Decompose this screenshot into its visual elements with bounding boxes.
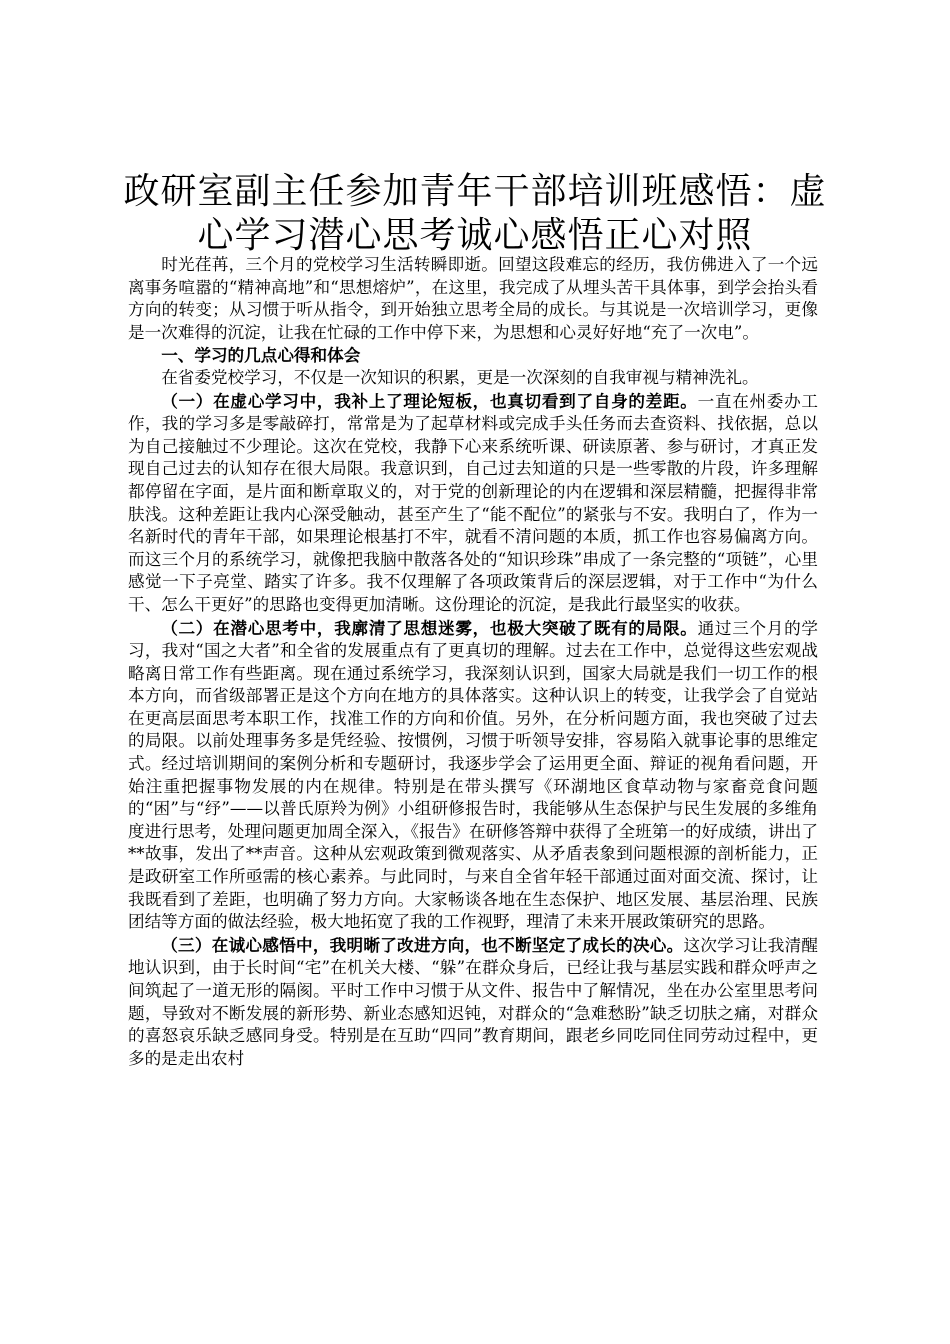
document-body <box>128 254 818 1070</box>
paragraph-one-lead: （一）在虚心学习中，我补上了理论短板，也真切看到了自身的差距。 <box>161 390 698 411</box>
paragraph-two <box>128 617 818 934</box>
paragraph-one <box>128 390 818 617</box>
intro-paragraph: 时光荏苒，三个月的党校学习生活转瞬即逝。回望这段难忘的经历，我仿佛进入了一个远离事务喧嚣的“精神高地”和“思想熔炉”，在这里，我完成了从埋头苦干具体事，到学会抬头看方向的转变；从习惯于听从指令，到开始独立思考全局的成长。与其说是一次培训学习，更像是一次难得的沉淀，让我在忙碌的工作中停下来，为思想和心灵好好地“充了一次电”。 <box>128 255 818 342</box>
document-title: 政研室副主任参加青年干部培训班感悟：虚心学习潜心思考诚心感悟正心对照 <box>123 171 827 256</box>
paragraph-two-text: 通过三个月的学习，我对“国之大者”和全省的发展重点有了更真切的理解。过去在工作中，总觉得这些宏观战略离日常工作有些距离。现在通过系统学习，我深刻认识到，国家大局就是我们一切工作的根本方向，而省级部署正是这个方向在地方的具体落实。这种认识上的转变，让我学会了自觉站在更高层面思考本职工作，找准工作的方向和价值。另外，在分析问题方面，我也突破了过去的局限。以前处理事务多是凭经验、按惯例，习惯于听领导安排，容易陷入就事论事的思维定式。经过培训期间的案例分析和专题研讨，我逐步学会了运用更全面、辩证的视角看问题，开始注重把握事物发展的内在规律。特别是在带头撰写《环湖地区食草动物与家畜竞食问题的“困”与“纾”——以普氏原羚为例》小组研修报告时，我能够从生态保护与民生发展的多维角度进行思考，处理问题更加周全深入，《报告》在研修答辩中获得了全班第一的好成绩，讲出了**故事，发出了**声音。这种从宏观政策到微观落实、从矛盾表象到问题根源的剖析能力，正是政研室工作所亟需的核心素养。与此同时，与来自全省年轻干部通过面对面交流、探讨，让我既看到了差距，也明确了努力方向。大家畅谈各地在生态保护、地区发展、基层治理、民族团结等方面的做法经验，极大地拓宽了我的工作视野，理清了未来开展政策研究的思路。 <box>128 618 819 932</box>
paragraph-three <box>128 934 818 1071</box>
section-intro-paragraph: 在省委党校学习，不仅是一次知识的积累，更是一次深刻的自我审视与精神洗礼。 <box>161 367 759 387</box>
paragraph-three-lead: （三）在诚心感悟中，我明晰了改进方向，也不断坚定了成长的决心。 <box>161 934 684 955</box>
paragraph-three-text: 这次学习让我清醒地认识到，由于长时间“宅”在机关大楼、“躲”在群众身后，已经让我与基层实践和群众呼声之间筑起了一道无形的隔阂。平时工作中习惯于从文件、报告中了解情况，坐在办公室里思考问题，导致对不断发展的新形势、新业态感知迟钝，对群众的“急难愁盼”缺乏切肤之痛，对群众的喜怒哀乐缺乏感同身受。特别是在互助“四同”教育期间，跟老乡同吃同住同劳动过程中，更多的是走出农村 <box>128 935 819 1068</box>
paragraph-two-lead: （二）在潜心思考中，我廓清了思想迷雾，也极大突破了既有的局限。 <box>161 617 698 638</box>
paragraph-one-text: 一直在州委办工作，我的学习多是零敲碎打，常常是为了起草材料或完成手头任务而去查资料、找依据，总以为自己接触过不少理论。这次在党校，我静下心来系统听课、研读原著、参与研讨，才真正发现自己过去的认知存在很大局限。我意识到，自己过去知道的只是一些零散的片段，许多理解都停留在字面，是片面和断章取义的，对于党的创新理论的内在逻辑和深层精髓，把握得非常肤浅。这种差距让我内心深受触动，甚至产生了“能不配位”的紧张与不安。我明白了，作为一名新时代的青年干部，如果理论根基打不牢，就看不清问题的本质，抓工作也容易偏离方向。而这三个月的系统学习，就像把我脑中散落各处的“知识珍珠”串成了一条完整的“项链”，心里感觉一下子亮堂、踏实了许多。我不仅理解了各项政策背后的深层逻辑，对于工作中“为什么干、怎么干更好”的思路也变得更加清晰。这份理论的沉淀，是我此行最坚实的收获。 <box>128 391 819 614</box>
section-heading: 一、学习的几点心得和体会 <box>161 345 361 366</box>
